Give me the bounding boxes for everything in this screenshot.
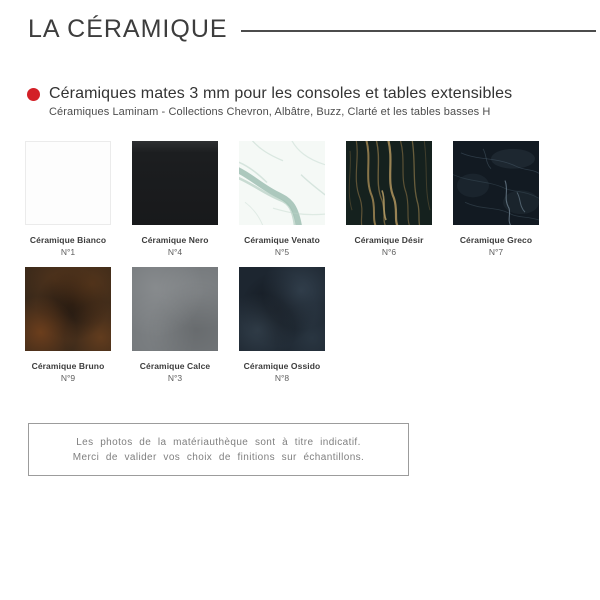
page-header <box>28 15 596 44</box>
swatch-number: N°9 <box>60 373 76 383</box>
swatch-number: N°8 <box>274 373 290 383</box>
swatch-name: Céramique Calce <box>139 361 211 371</box>
swatch-number: N°5 <box>274 247 290 257</box>
swatch-row <box>25 267 539 383</box>
swatch-card <box>25 267 111 383</box>
notice-line-1: Les photos de la matériauthèque sont à titre indicatif. <box>76 436 361 448</box>
swatch-row <box>25 141 539 257</box>
section-heading: Céramiques mates 3 mm pour les consoles et tables extensibles <box>49 85 513 102</box>
swatch-image-black-marble-white-veins <box>453 141 539 225</box>
swatch-number: N°6 <box>381 247 397 257</box>
page-title: LA CÉRAMIQUE <box>28 15 228 43</box>
swatch-card <box>346 141 432 257</box>
swatch-name: Céramique Nero <box>141 235 209 245</box>
swatch-image-white <box>25 141 111 225</box>
swatch-card <box>453 141 539 257</box>
swatch-number: N°1 <box>60 247 76 257</box>
swatch-card <box>132 141 218 257</box>
swatch-name: Céramique Bianco <box>29 235 107 245</box>
swatch-image-white-marble-green-veins <box>239 141 325 225</box>
swatch-name: Céramique Désir <box>354 235 424 245</box>
section-heading-block <box>27 85 512 118</box>
swatch-name: Céramique Venato <box>244 235 320 245</box>
swatch-card <box>239 267 325 383</box>
swatch-number: N°7 <box>488 247 504 257</box>
notice-line-2: Merci de valider vos choix de finitions sur échantillons. <box>72 451 365 463</box>
swatch-number: N°3 <box>167 373 183 383</box>
section-text <box>49 85 512 118</box>
swatch-image-rust-brown-mottled <box>25 267 111 351</box>
swatch-image-gray-concrete <box>132 267 218 351</box>
swatch-image-black <box>132 141 218 225</box>
swatch-card <box>239 141 325 257</box>
swatch-image-black-marble-gold-veins <box>346 141 432 225</box>
swatch-name: Céramique Greco <box>459 235 533 245</box>
swatch-number: N°4 <box>167 247 183 257</box>
swatch-name: Céramique Bruno <box>31 361 105 371</box>
red-bullet-icon <box>27 88 40 101</box>
title-rule <box>241 30 596 32</box>
swatch-image-dark-blue-mottled <box>239 267 325 351</box>
section-subheading: Céramiques Laminam - Collections Chevron, Albâtre, Buzz, Clarté et les tables basses H <box>49 106 491 118</box>
swatch-card <box>25 141 111 257</box>
swatch-card <box>132 267 218 383</box>
notice-box <box>28 423 409 476</box>
swatch-grid <box>25 141 539 393</box>
swatch-name: Céramique Ossido <box>243 361 321 371</box>
